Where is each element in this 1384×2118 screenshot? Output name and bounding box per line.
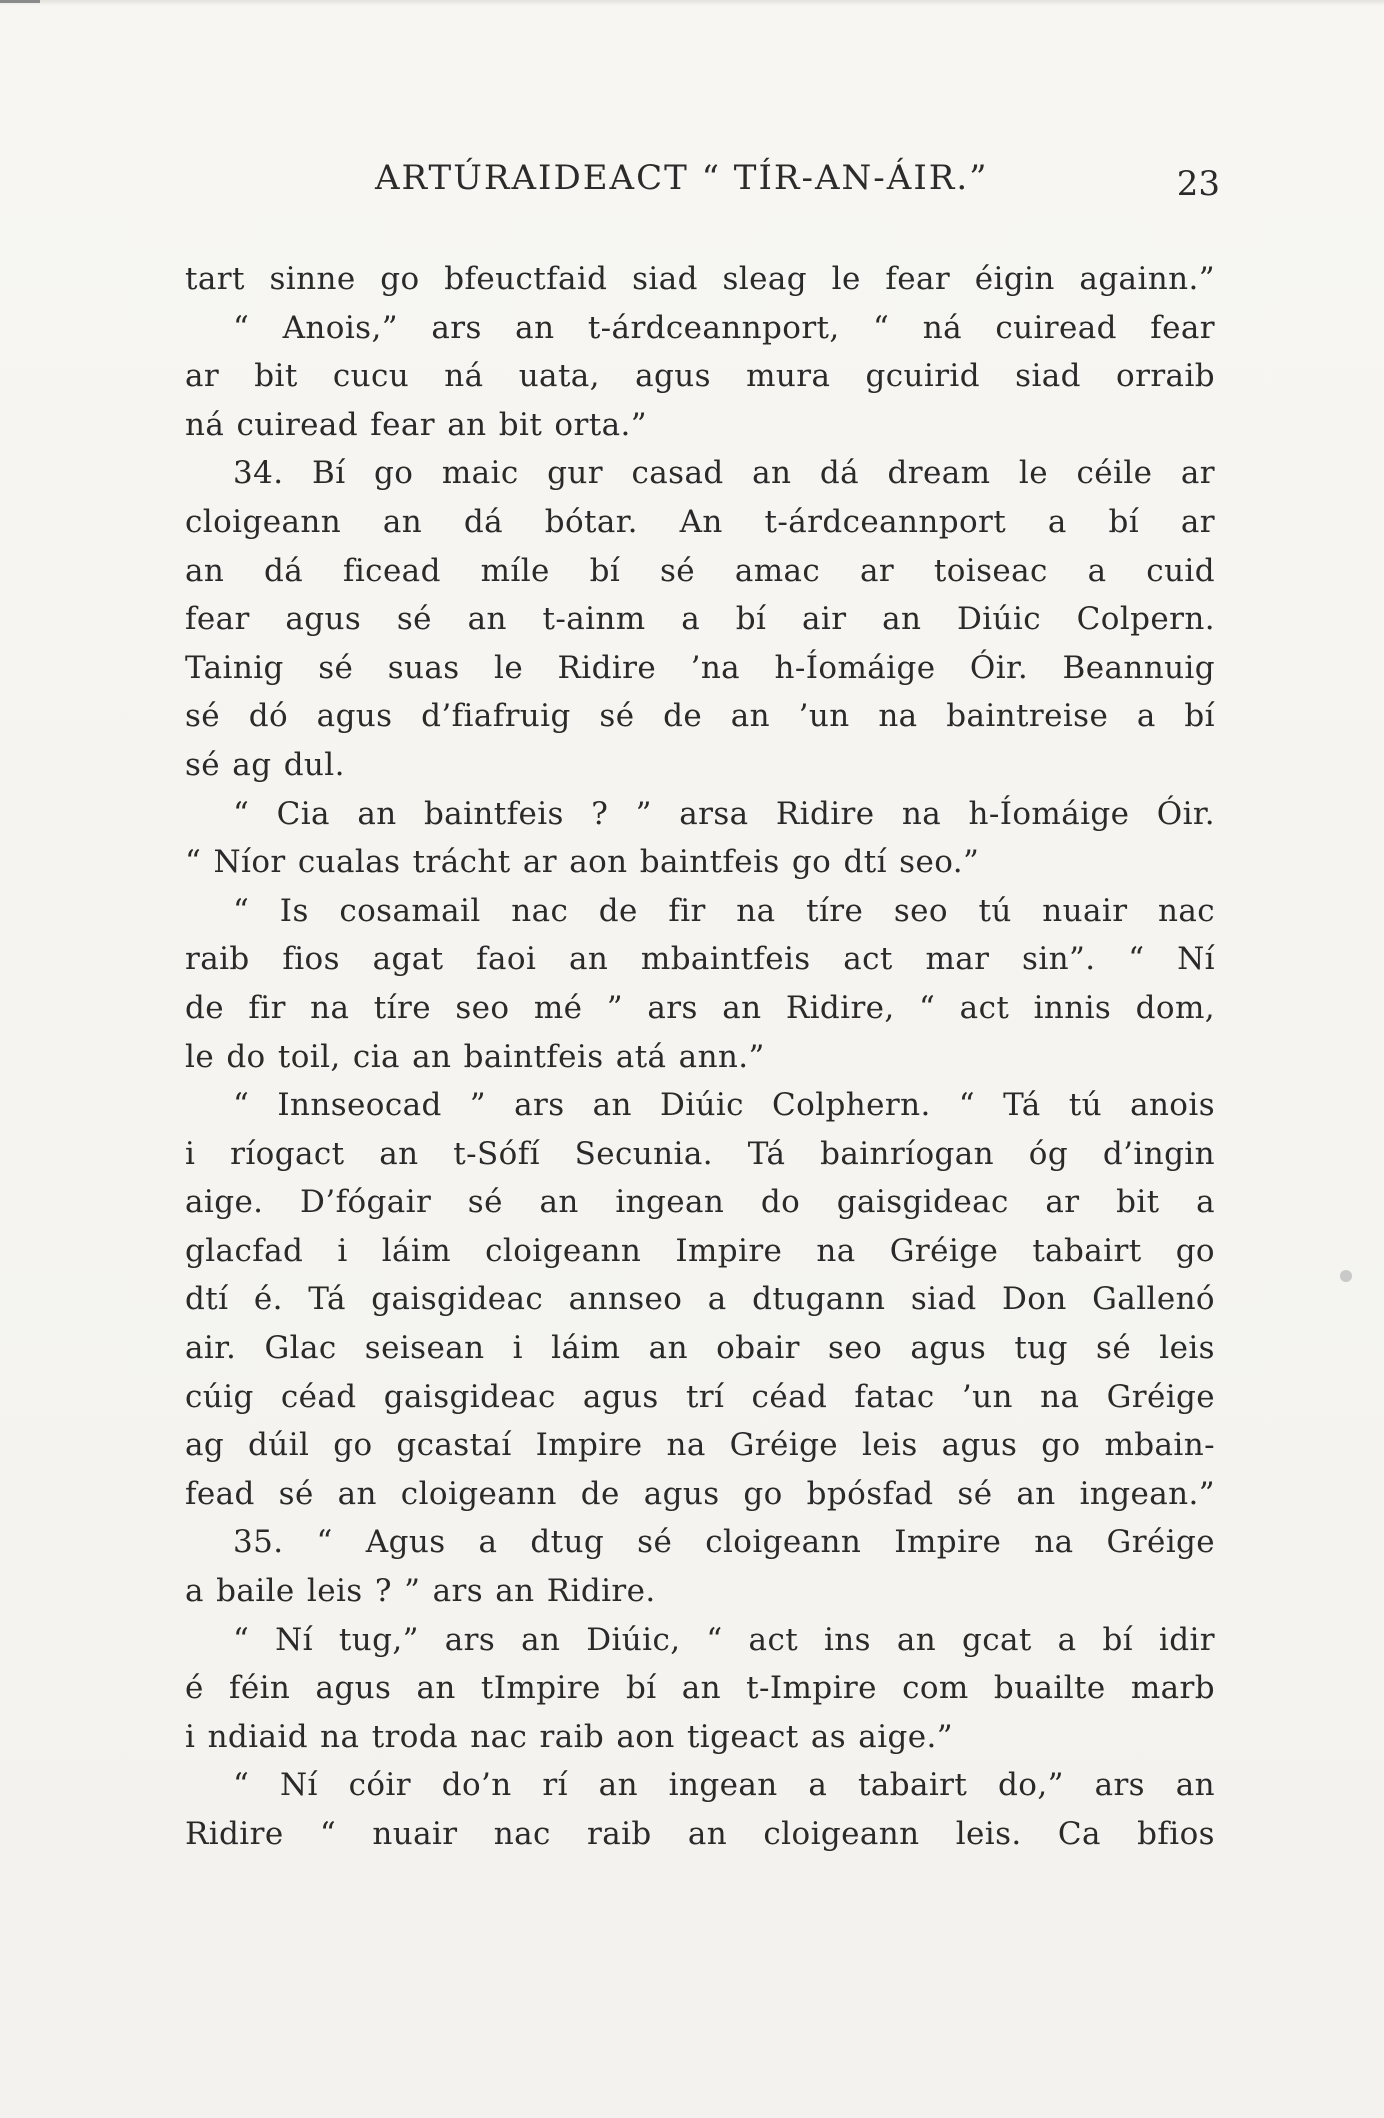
text-line: “ Anois,” ars an t-árdceannport, “ ná cuiread fear	[233, 309, 1215, 346]
text-line: fead sé an cloigeann de agus go bpósfad sé an ingean.”	[185, 1475, 1215, 1512]
text-line: i ríogact an t-Sófí Secunia. Tá bainríogan óg d’ingin	[185, 1135, 1215, 1172]
text-line: cúig céad gaisgideac agus trí céad fatac ’un na Gréige	[185, 1378, 1215, 1415]
running-title: ARTÚRAIDEACT “ TÍR-AN-ÁIR.”	[375, 158, 989, 198]
text-line: sé ag dul.	[185, 746, 345, 783]
text-line: Tainig sé suas le Ridire ’na h-Íomáige Óir. Beannuig	[185, 649, 1215, 686]
text-line: de fir na tíre seo mé ” ars an Ridire, “ act innis dom,	[185, 989, 1215, 1026]
text-line: aige. D’fógair sé an ingean do gaisgideac ar bit a	[185, 1184, 1215, 1221]
text-line: raib fios agat faoi an mbaintfeis act mar sin”. “ Ní	[185, 941, 1215, 978]
text-line: glacfad i láim cloigeann Impire na Gréige tabairt go	[185, 1232, 1215, 1269]
corner-mark	[0, 0, 40, 3]
text-line: dtí é. Tá gaisgideac annseo a dtugann siad Don Gallenó	[185, 1281, 1215, 1318]
text-line: tart sinne go bfeuctfaid siad sleag le fear éigin againn.”	[185, 261, 1215, 297]
text-line: air. Glac seisean i láim an obair seo agus tug sé leis	[185, 1330, 1215, 1367]
text-line: an dá ficead míle bí sé amac ar toiseac a cuid	[185, 552, 1215, 589]
paper-speck	[1340, 1270, 1352, 1282]
text-line: 35. “ Agus a dtug sé cloigeann Impire na Gréige	[233, 1524, 1215, 1561]
text-line: a baile leis ? ” ars an Ridire.	[185, 1573, 656, 1610]
text-line: “ Cia an baintfeis ? ” arsa Ridire na h-Íomáige Óir.	[233, 795, 1215, 832]
text-line: Ridire “ nuair nac raib an cloigeann leis. Ca bfios	[185, 1816, 1215, 1852]
text-line: “ Innseocad ” ars an Diúic Colphern. “ Tá tú anois	[233, 1087, 1215, 1124]
page-edge	[0, 0, 1384, 6]
text-line: é féin agus an tImpire bí an t-Impire com buailte marb	[185, 1670, 1215, 1707]
text-line: sé dó agus d’fiafruig sé de an ’un na baintreise a bí	[185, 698, 1215, 735]
text-line: ar bit cucu ná uata, agus mura gcuirid siad orraib	[185, 358, 1215, 395]
text-line: fear agus sé an t-ainm a bí air an Diúic Colpern.	[185, 601, 1215, 638]
text-line: 34. Bí go maic gur casad an dá dream le céile ar	[233, 455, 1215, 492]
text-line: cloigeann an dá bótar. An t-árdceannport a bí ar	[185, 503, 1215, 540]
text-line: “ Ní cóir do’n rí an ingean a tabairt do,” ars an	[233, 1767, 1215, 1804]
text-line: “ Is cosamail nac de fir na tíre seo tú nuair nac	[233, 892, 1215, 929]
body-text	[185, 255, 1215, 1859]
text-line: le do toil, cia an baintfeis atá ann.”	[185, 1038, 765, 1075]
text-line: i ndiaid na troda nac raib aon tigeact as aige.”	[185, 1718, 954, 1755]
text-line: ag dúil go gcastaí Impire na Gréige leis agus go mbain-	[185, 1427, 1215, 1464]
page-number: 23	[1176, 164, 1220, 204]
text-line: “ Níor cualas trácht ar aon baintfeis go dtí seo.”	[185, 844, 980, 881]
text-line: “ Ní tug,” ars an Diúic, “ act ins an gcat a bí idir	[233, 1621, 1215, 1658]
text-line: ná cuiread fear an bit orta.”	[185, 406, 647, 443]
page-header	[190, 158, 1220, 218]
